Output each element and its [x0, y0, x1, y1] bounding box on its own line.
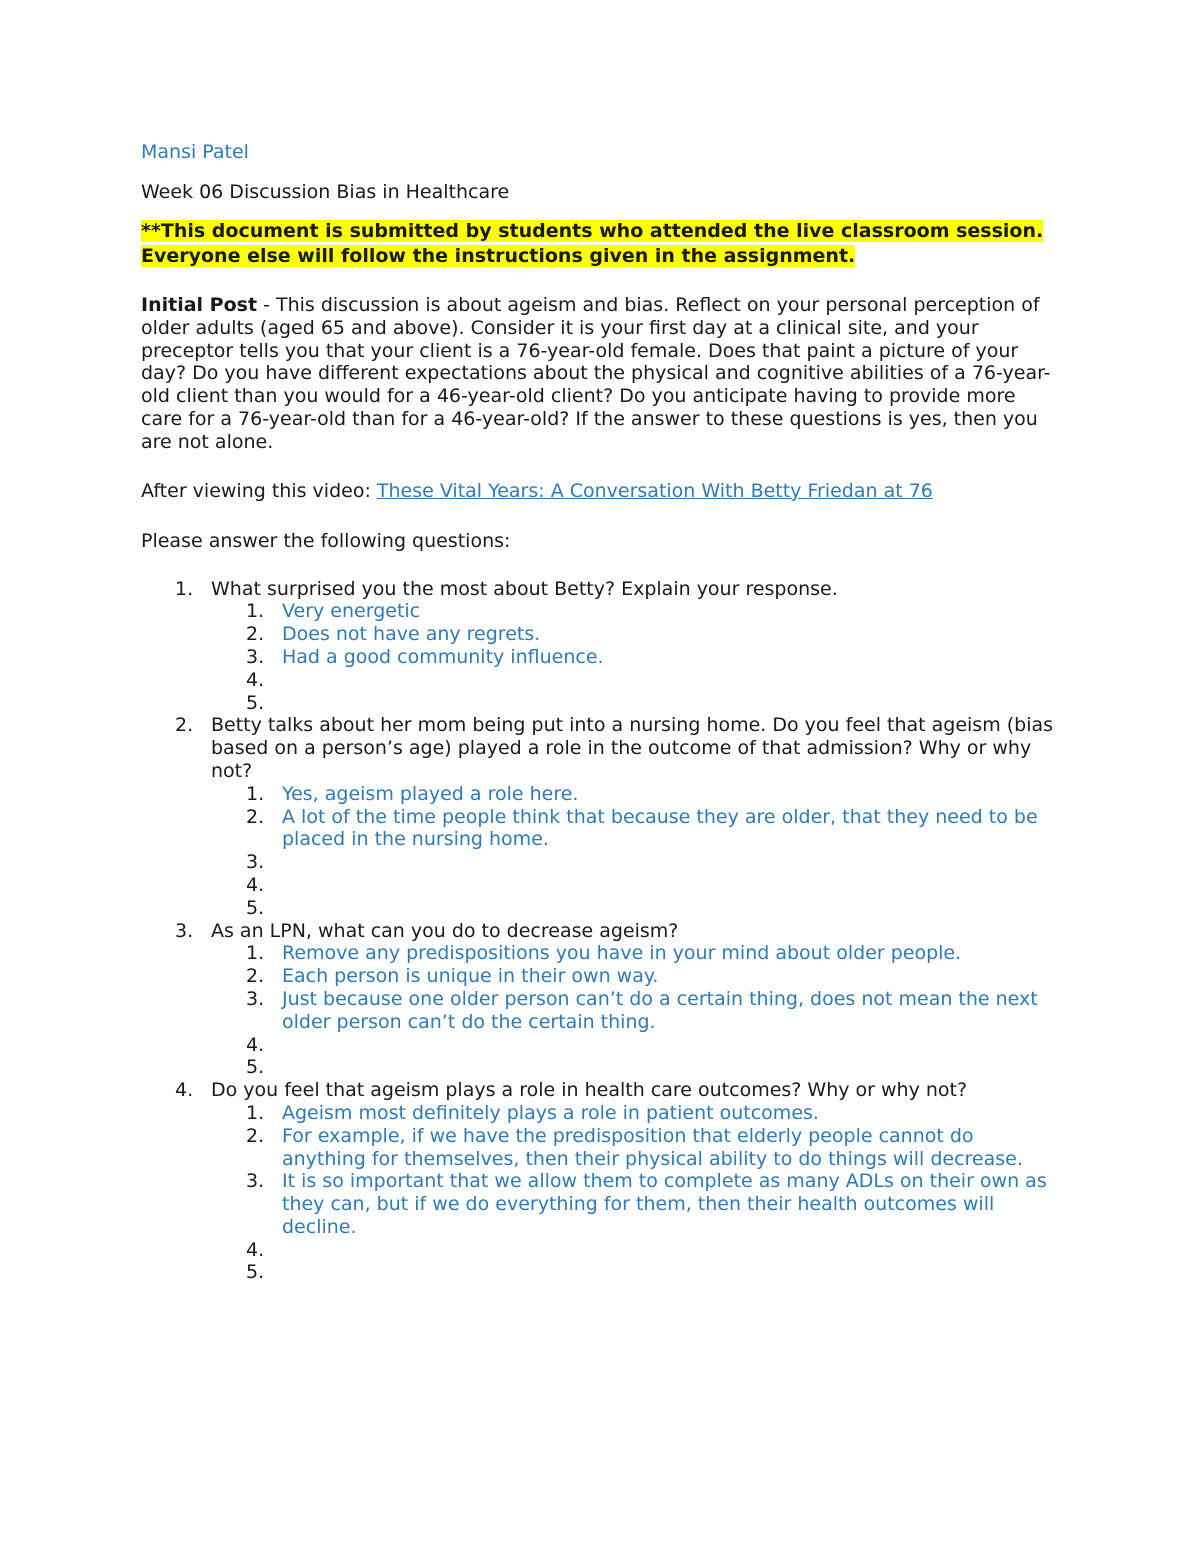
answer-text: Does not have any regrets. [282, 623, 541, 646]
answer-number: 4. [246, 873, 265, 896]
answer-item [211, 965, 1056, 988]
document-page [141, 138, 1056, 1284]
video-link[interactable]: These Vital Years: A Conversation With Betty Friedan at 76 [376, 479, 933, 502]
answer-text [282, 874, 1056, 897]
answer-text [282, 692, 1056, 715]
question-text: Do you feel that ageism plays a role in health care outcomes? Why or why not? [211, 1079, 968, 1102]
answer-number: 5. [246, 1056, 265, 1079]
answer-text: Had a good community influence. [282, 645, 604, 668]
answer-item [211, 646, 1056, 669]
question-item [141, 920, 1056, 1080]
video-reference [141, 478, 1056, 504]
answer-number: 2. [246, 623, 265, 646]
answer-item [211, 942, 1056, 965]
answer-number: 3. [246, 645, 265, 668]
answer-text [282, 851, 1056, 874]
answer-list [211, 600, 1056, 714]
answer-item [211, 874, 1056, 897]
initial-post-paragraph [141, 294, 1056, 454]
answer-number: 5. [246, 896, 265, 919]
answer-text: Each person is unique in their own way. [282, 965, 659, 988]
question-number: 3. [175, 919, 194, 942]
answer-list [211, 1102, 1056, 1284]
answer-text [282, 1239, 1056, 1262]
question-number: 4. [175, 1079, 194, 1102]
question-item [141, 1079, 1056, 1284]
answer-text: It is so important that we allow them to complete as many ADLs on their own as they can, but if we do everything for them, then their health outcomes will decline. [282, 1170, 1047, 1238]
answer-text [282, 669, 1056, 692]
question-item [141, 578, 1056, 715]
answer-number: 5. [246, 1261, 265, 1284]
question-text: As an LPN, what can you do to decrease ageism? [211, 919, 679, 942]
answer-item [211, 623, 1056, 646]
answer-list [211, 942, 1056, 1079]
answer-text: A lot of the time people think that because they are older, that they need to be placed in the nursing home. [282, 805, 1038, 851]
answer-text: Ageism most definitely plays a role in patient outcomes. [282, 1101, 819, 1124]
answer-text: For example, if we have the predisposition that elderly people cannot do anything for themselves, then their physical ability to do things will decrease. [282, 1124, 1023, 1170]
discussion-title: Week 06 Discussion Bias in Healthcare [141, 181, 510, 203]
answer-item [211, 806, 1056, 852]
video-prefix: After viewing this video: [141, 479, 377, 502]
answer-number: 2. [246, 965, 265, 988]
questions-intro: Please answer the following questions: [141, 529, 511, 552]
answer-item [211, 988, 1056, 1034]
answer-number: 3. [246, 851, 265, 874]
answer-text [282, 897, 1056, 920]
answer-item [211, 600, 1056, 623]
answer-item [211, 1261, 1056, 1284]
answer-number: 2. [246, 805, 265, 828]
answer-number: 1. [246, 942, 265, 965]
answer-item [211, 669, 1056, 692]
question-number: 1. [175, 577, 194, 600]
initial-post-text: - This discussion is about ageism and bias. Reflect on your personal perception of older adults (aged 65 and above). Consider it is your first day at a clinical site, and your preceptor tells you that your client is a 76-year-old female. Does that paint a picture of your day? Do you have different expectations about the physical and cognitive abilities of a 76-year-old client than you would for a 46-year-old client? Do you anticipate having to provide more care for a 76-year-old than for a 46-year-old? If the answer to these questions is yes, then you are not alone. [141, 294, 1051, 453]
answer-item [211, 1239, 1056, 1262]
answer-number: 1. [246, 600, 265, 623]
answer-item [211, 1102, 1056, 1125]
question-list [141, 578, 1056, 1285]
answer-item [211, 1034, 1056, 1057]
answer-list [211, 783, 1056, 920]
answer-item [211, 1056, 1056, 1079]
question-text: Betty talks about her mom being put into a nursing home. Do you feel that ageism (bias based on a person’s age) played a role in the outcome of that admission? Why or why not? [211, 714, 1054, 782]
answer-number: 2. [246, 1124, 265, 1147]
answer-text: Just because one older person can’t do a certain thing, does not mean the next older person can’t do the certain thing. [282, 987, 1038, 1033]
answer-item [211, 897, 1056, 920]
answer-number: 4. [246, 668, 265, 691]
notice-text: **This document is submitted by students who attended the live classroom session. Everyone else will follow the instructions given in the assignment. [141, 220, 1044, 267]
answer-text: Very energetic [282, 600, 421, 623]
answer-number: 4. [246, 1238, 265, 1261]
author-name: Mansi Patel [141, 141, 249, 163]
question-item [141, 714, 1056, 919]
answer-item [211, 1125, 1056, 1171]
answer-number: 1. [246, 782, 265, 805]
answer-number: 4. [246, 1033, 265, 1056]
answer-item [211, 851, 1056, 874]
answer-number: 1. [246, 1101, 265, 1124]
answer-text [282, 1261, 1056, 1284]
answer-item [211, 1170, 1056, 1238]
answer-text: Remove any predispositions you have in your mind about older people. [282, 942, 962, 965]
answer-number: 5. [246, 691, 265, 714]
answer-text [282, 1056, 1056, 1079]
answer-number: 3. [246, 987, 265, 1010]
answer-text [282, 1034, 1056, 1057]
answer-number: 3. [246, 1170, 265, 1193]
question-text: What surprised you the most about Betty? Explain your response. [211, 577, 838, 600]
answer-item [211, 783, 1056, 806]
answer-item [211, 692, 1056, 715]
question-number: 2. [175, 714, 194, 737]
answer-text: Yes, ageism played a role here. [282, 782, 579, 805]
highlighted-notice [141, 219, 1056, 269]
initial-post-label: Initial Post [141, 294, 258, 316]
